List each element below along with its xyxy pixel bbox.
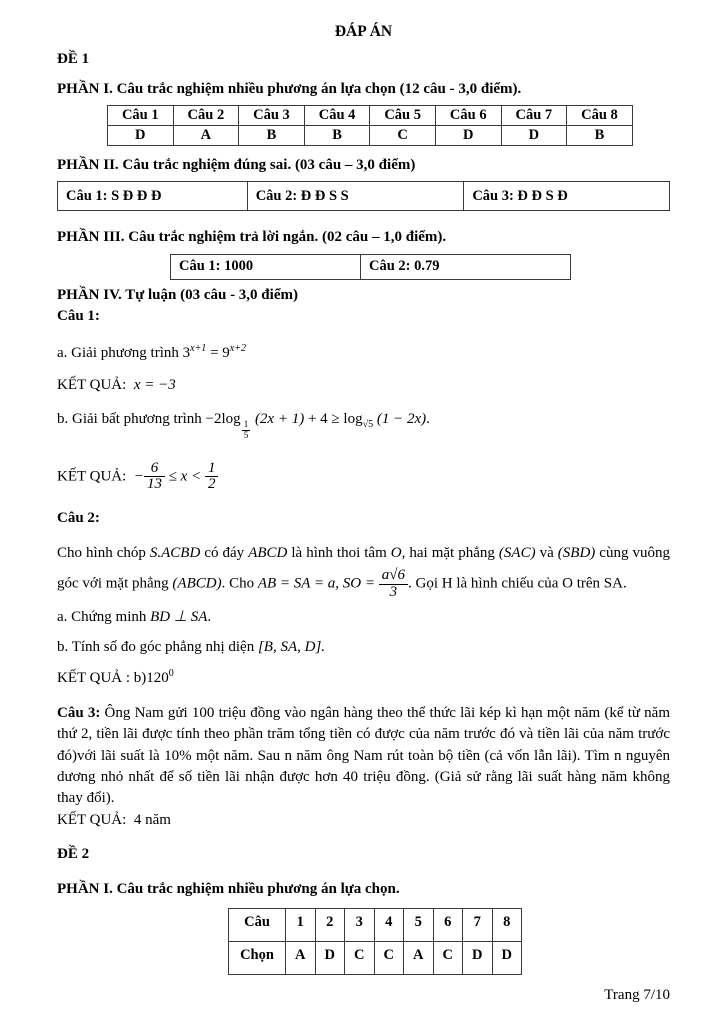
q2-paragraph: [57, 539, 670, 601]
table-cell: D: [108, 125, 174, 145]
table-cell: C: [345, 941, 375, 974]
q1a-line: [57, 344, 670, 364]
q2-text: có đáy: [200, 544, 249, 561]
q2a-math: BD ⊥ SA: [150, 609, 208, 626]
table-cell: Câu 8: [567, 106, 633, 126]
table-answer-row: [229, 941, 522, 974]
minus-sign: −: [133, 468, 144, 485]
table-row: [171, 254, 571, 279]
page-number: Trang 7/10: [604, 987, 670, 1003]
q1a-exp2: x+2: [229, 342, 246, 354]
q1b-result: [57, 461, 670, 494]
q1a-result-value: x = −3: [133, 377, 176, 394]
table-header-row: [108, 106, 633, 126]
q2-math: (SBD): [557, 544, 596, 561]
de2-part1-answer-table: [228, 908, 522, 975]
table-cell: Câu 3: Đ Đ S Đ: [464, 182, 670, 211]
table-cell: Câu 2: Đ Đ S S: [247, 182, 464, 211]
de1-part1-heading: PHẦN I. Câu trắc nghiệm nhiều phương án lựa chọn (12 câu - 3,0 điểm).: [57, 80, 522, 97]
q2-text: Cho hình chóp: [57, 544, 150, 561]
log-base-fraction: [242, 420, 251, 441]
table-cell: B: [239, 125, 305, 145]
q1a-base2: 9: [222, 344, 230, 361]
q2a-line: [57, 608, 670, 628]
q2b-prefix: b. Tính số đo góc phẳng nhị diện: [57, 638, 258, 655]
q2a-prefix: a. Chứng minh: [57, 609, 151, 626]
fraction-denominator: 3: [389, 583, 398, 600]
q3-text: Ông Nam gửi 100 triệu đồng vào ngân hàng theo thể thức lãi kép kì hạn một năm (kể từ năm thứ 2, tiền lãi được tính theo phần trăm tổng tiền có được của năm trước đó và tiền lãi của năm trước đó)với lãi suất là 10% một năm. Sau n năm ông Nam rút toàn bộ tiền (cả vốn lẫn lãi). Tìm n nguyên dương nhỏ nhất để số tiền lãi nhận được hơn 40 triệu đồng. (Giả sử rằng lãi suất hàng năm không thay đổi).: [57, 704, 671, 807]
table-cell: Câu 2: 0.79: [361, 254, 571, 279]
table-cell: Câu 1: 1000: [171, 254, 361, 279]
de1-part1-answer-table: [107, 105, 633, 146]
q2-text: cùng vuông góc với mặt phẳng: [57, 544, 670, 592]
table-cell: 6: [433, 908, 463, 941]
fraction-denominator: 2: [207, 476, 216, 493]
table-cell: Câu 1: [108, 106, 174, 126]
equals-sign: =: [210, 344, 219, 361]
q2-text: . Cho: [221, 575, 258, 592]
fraction-6-13: [144, 461, 165, 494]
table-cell: 1: [286, 908, 316, 941]
de1-part3-heading: PHẦN III. Câu trắc nghiệm trả lời ngắn. (02 câu – 1,0 điểm).: [57, 229, 447, 246]
de2-heading: ĐỀ 2: [57, 845, 90, 862]
degree-superscript: 0: [168, 668, 174, 680]
fraction-numerator: 6: [144, 461, 165, 478]
table-cell: D: [501, 125, 567, 145]
table-cell: 2: [315, 908, 345, 941]
fraction-numerator: a√6: [379, 568, 408, 585]
table-cell: A: [286, 941, 316, 974]
q1b-prefix: b. Giải bất phương trình: [57, 410, 202, 427]
q2-result: [57, 669, 670, 689]
q2-math: AB = SA = a, SO =: [257, 575, 376, 592]
table-cell: 3: [345, 908, 375, 941]
fraction-a-sqrt6-3: [379, 568, 408, 601]
table-cell: Câu 4: [304, 106, 370, 126]
table-cell: D: [463, 941, 493, 974]
table-cell: A: [404, 941, 434, 974]
q2-text: là hình thoi tâm: [287, 544, 391, 561]
fraction-denominator: 5: [243, 429, 249, 440]
table-cell: Câu: [229, 908, 286, 941]
q1b-line: [57, 410, 670, 441]
fraction-numerator: 1: [243, 418, 249, 429]
q1b-inequality: [205, 410, 430, 440]
q2-text: , hai mặt phẳng: [401, 544, 499, 561]
fraction-numerator: 1: [205, 461, 219, 478]
q1b-m2: (2x + 1): [254, 410, 305, 427]
q1a-exp1: x+1: [190, 342, 207, 354]
de1-part2-heading: PHẦN II. Câu trắc nghiệm đúng sai. (03 câu – 3,0 điểm): [57, 156, 416, 173]
table-cell: D: [492, 941, 522, 974]
table-cell: Câu 2: [173, 106, 239, 126]
log-base-sqrt5: √5: [362, 418, 374, 430]
q2b-line: [57, 638, 670, 658]
table-cell: C: [433, 941, 463, 974]
q1a-base1: 3: [182, 344, 191, 361]
table-cell: Chọn: [229, 941, 286, 974]
result-label: KẾT QUẢ : b)120: [57, 670, 169, 687]
table-answer-row: [108, 125, 633, 145]
table-cell: Câu 1: S Đ Đ Đ: [58, 182, 248, 211]
q2-text: . Gọi H là hình chiếu của O trên SA.: [408, 575, 627, 592]
table-cell: C: [370, 125, 436, 145]
q2-math: (SAC): [498, 544, 536, 561]
de1-part2-answer-table: [57, 181, 670, 211]
table-cell: Câu 7: [501, 106, 567, 126]
de1-part4-heading: PHẦN IV. Tự luận (03 câu - 3,0 điểm): [57, 286, 298, 303]
table-header-row: [229, 908, 522, 941]
q3-paragraph: [57, 703, 670, 809]
table-cell: 8: [492, 908, 522, 941]
q2-math: O: [390, 544, 402, 561]
q2-math: ABCD: [248, 544, 288, 561]
result-label: KẾT QUẢ:: [57, 812, 127, 829]
de1-heading: ĐỀ 1: [57, 51, 90, 68]
table-cell: Câu 3: [239, 106, 305, 126]
table-cell: B: [304, 125, 370, 145]
table-cell: B: [567, 125, 633, 145]
fraction-1-2: [205, 461, 219, 494]
period: .: [207, 609, 212, 626]
table-cell: 7: [463, 908, 493, 941]
result-label: KẾT QUẢ:: [57, 468, 127, 485]
table-cell: D: [315, 941, 345, 974]
q1b-m1: −2log: [205, 410, 241, 427]
de1-part3-answer-table: [170, 254, 571, 280]
table-cell: Câu 5: [370, 106, 436, 126]
q2-text: và: [535, 544, 558, 561]
q1-label: Câu 1:: [57, 308, 100, 325]
q2-math: (ABCD): [172, 575, 222, 592]
q2-math: S.ACBD: [149, 544, 201, 561]
de2-part1-heading: PHẦN I. Câu trắc nghiệm nhiều phương án lựa chọn.: [57, 881, 400, 898]
period: .: [426, 410, 430, 427]
q1b-result-mid: ≤ x <: [168, 468, 202, 485]
q1a-equation: [182, 342, 246, 361]
q2-label: Câu 2:: [57, 510, 100, 527]
fraction-denominator: 13: [146, 476, 162, 493]
result-label: KẾT QUẢ:: [57, 377, 127, 394]
q1b-m3: + 4 ≥ log: [307, 410, 363, 427]
table-cell: D: [435, 125, 501, 145]
q3-result: [57, 811, 670, 831]
table-cell: 4: [374, 908, 404, 941]
table-cell: 5: [404, 908, 434, 941]
table-cell: C: [374, 941, 404, 974]
q3-result-value: 4 năm: [133, 812, 171, 829]
table-row: [58, 182, 670, 211]
q1a-result: [57, 376, 670, 396]
q3-label: Câu 3:: [57, 704, 101, 721]
page-title: ĐÁP ÁN: [334, 23, 393, 40]
table-cell: A: [173, 125, 239, 145]
q1b-m4: (1 − 2x): [376, 410, 427, 427]
q2b-math: [B, SA, D].: [257, 638, 326, 655]
q1a-prefix: a. Giải phương trình: [57, 344, 179, 361]
table-cell: Câu 6: [435, 106, 501, 126]
